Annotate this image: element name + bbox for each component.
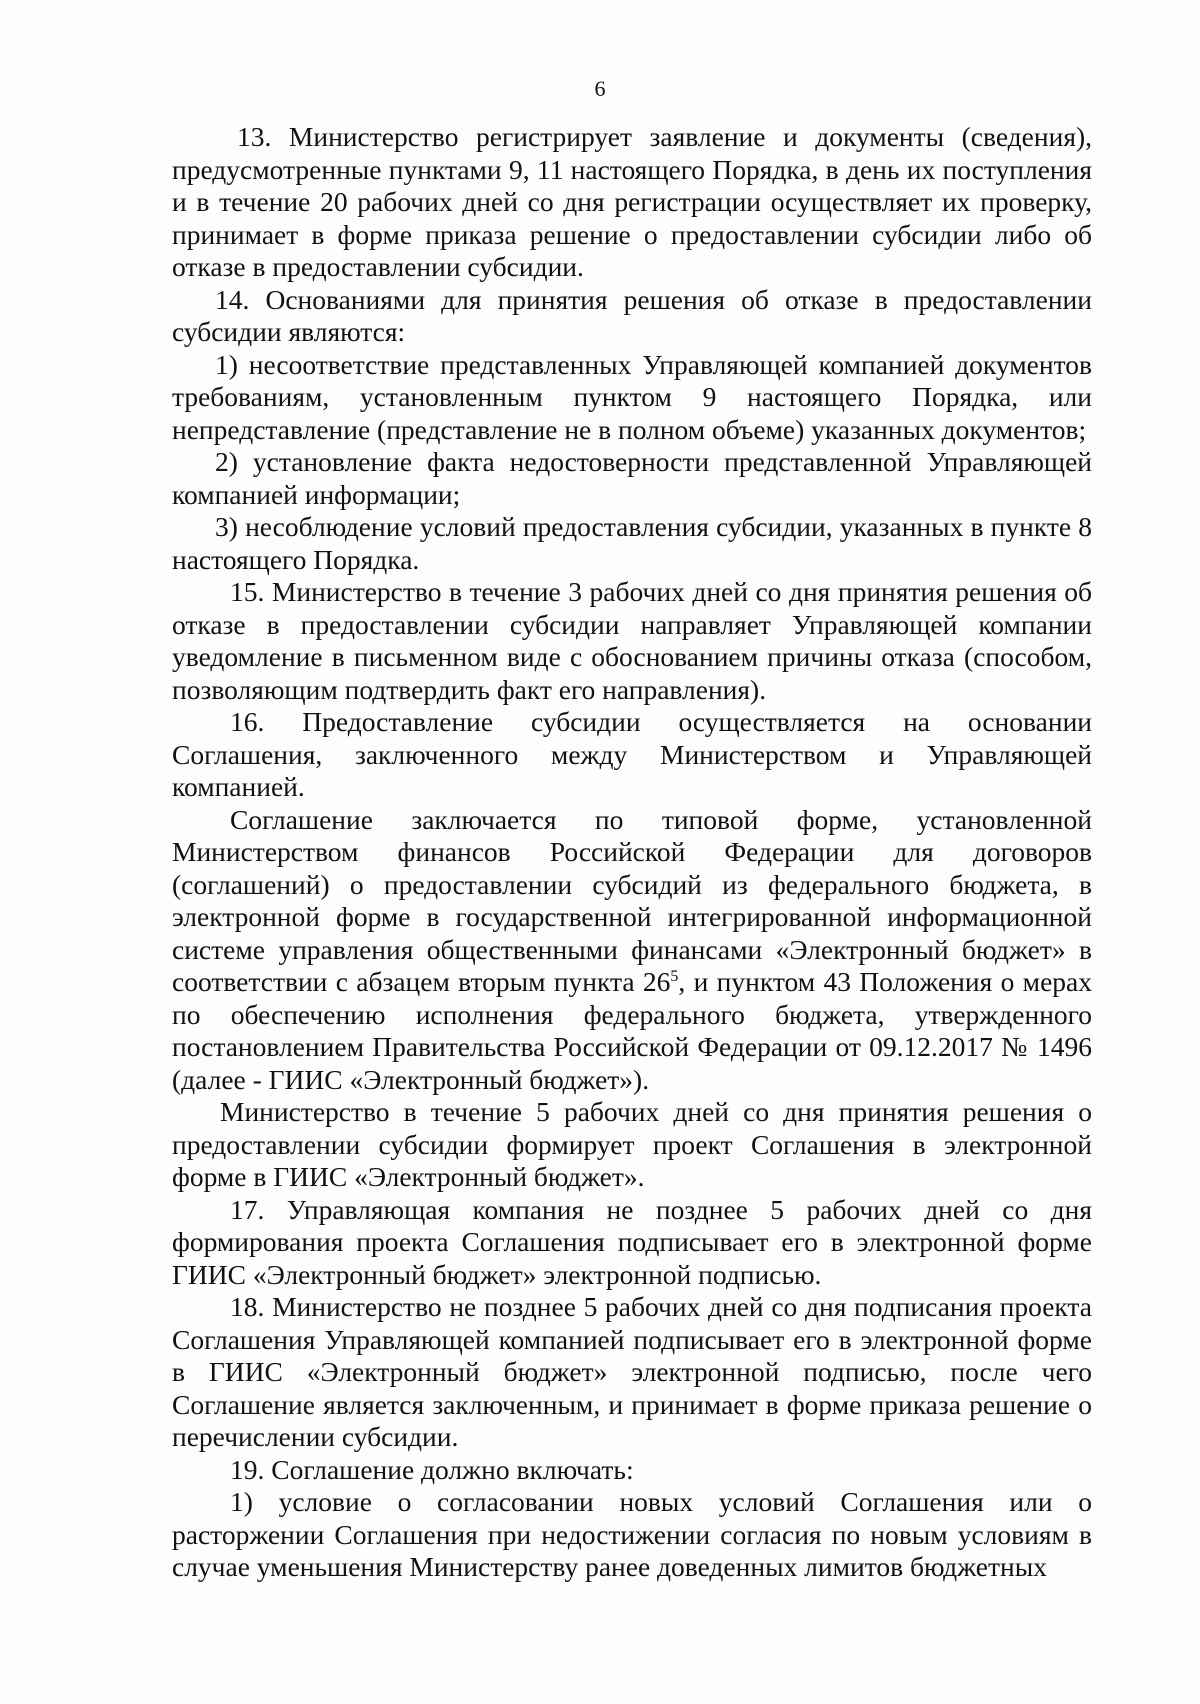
paragraph-13: 13. Министерство регистрирует заявление и документы (сведения), предусмотренные пунктами 9, 11 настоящего Порядка, в день их поступления и в течение 20 рабочих дней со дня регистрации осуществляет их проверку, принимает в форме приказа решение о предоставлении субсидии либо об отказе в предоставлении субсидии. bbox=[172, 121, 1092, 282]
paragraph-16-agreement-text-a: Соглашение заключается по типовой форме, установленной Министерством финансов Российской Федерации для договоров (соглашений) о предоставлении субсидий из федерального бюджета, в электронной форме в государственной интегрированной информационной системе управления общественными финансами «Электронный бюджет» в соответствии с абзацем вторым пункта 26 bbox=[172, 803, 1092, 997]
paragraph-16-agreement bbox=[172, 804, 1092, 1097]
page-number: 6 bbox=[594, 76, 606, 101]
document-body bbox=[172, 121, 1092, 1584]
paragraph-14: 14. Основаниями для принятия решения об отказе в предоставлении субсидии являются: bbox=[172, 283, 1092, 347]
paragraph-18: 18. Министерство не позднее 5 рабочих дней со дня подписания проекта Соглашения Управляющей компанией подписывает его в электронной форме в ГИИС «Электронный бюджет» электронной подписью, после чего Соглашение является заключенным, и принимает в форме приказа решение о перечислении субсидии. bbox=[172, 1291, 1092, 1452]
footnote-superscript: 5 bbox=[670, 967, 679, 985]
paragraph-19: 19. Соглашение должно включать: bbox=[230, 1453, 634, 1485]
paragraph-19-item-1: 1) условие о согласовании новых условий Соглашения или о расторжении Соглашения при недостижении согласия по новым условиям в случае уменьшения Министерству ранее доведенных лимитов бюджетных bbox=[172, 1486, 1092, 1582]
paragraph-16-ministry: Министерство в течение 5 рабочих дней со дня принятия решения о предоставлении субсидии формирует проект Соглашения в электронной форме в ГИИС «Электронный бюджет». bbox=[172, 1096, 1092, 1192]
paragraph-15: 15. Министерство в течение 3 рабочих дней со дня принятия решения об отказе в предоставлении субсидии направляет Управляющей компании уведомление в письменном виде с обоснованием причины отказа (способом, позволяющим подтвердить факт его направления). bbox=[172, 576, 1092, 705]
paragraph-16-agreement-text-b: , и пунктом 43 Положения о мерах по обеспечению исполнения федерального бюджета, утвержденного постановлением Правительства Российской Федерации от 09.12.2017 № 1496 (далее - ГИИС «Электронный бюджет»). bbox=[172, 966, 1092, 1095]
paragraph-14-item-3: 3) несоблюдение условий предоставления субсидии, указанных в пункте 8 настоящего Порядка. bbox=[172, 511, 1092, 575]
paragraph-14-item-1: 1) несоответствие представленных Управляющей компанией документов требованиям, установленным пунктом 9 настоящего Порядка, или непредставление (представление не в полном объеме) указанных документов; bbox=[172, 348, 1092, 445]
paragraph-16: 16. Предоставление субсидии осуществляется на основании Соглашения, заключенного между Министерством и Управляющей компанией. bbox=[172, 706, 1092, 802]
paragraph-14-item-2: 2) установление факта недостоверности представленной Управляющей компанией информации; bbox=[172, 446, 1092, 510]
paragraph-17: 17. Управляющая компания не позднее 5 рабочих дней со дня формирования проекта Соглашения подписывает его в электронной форме ГИИС «Электронный бюджет» электронной подписью. bbox=[172, 1193, 1092, 1290]
